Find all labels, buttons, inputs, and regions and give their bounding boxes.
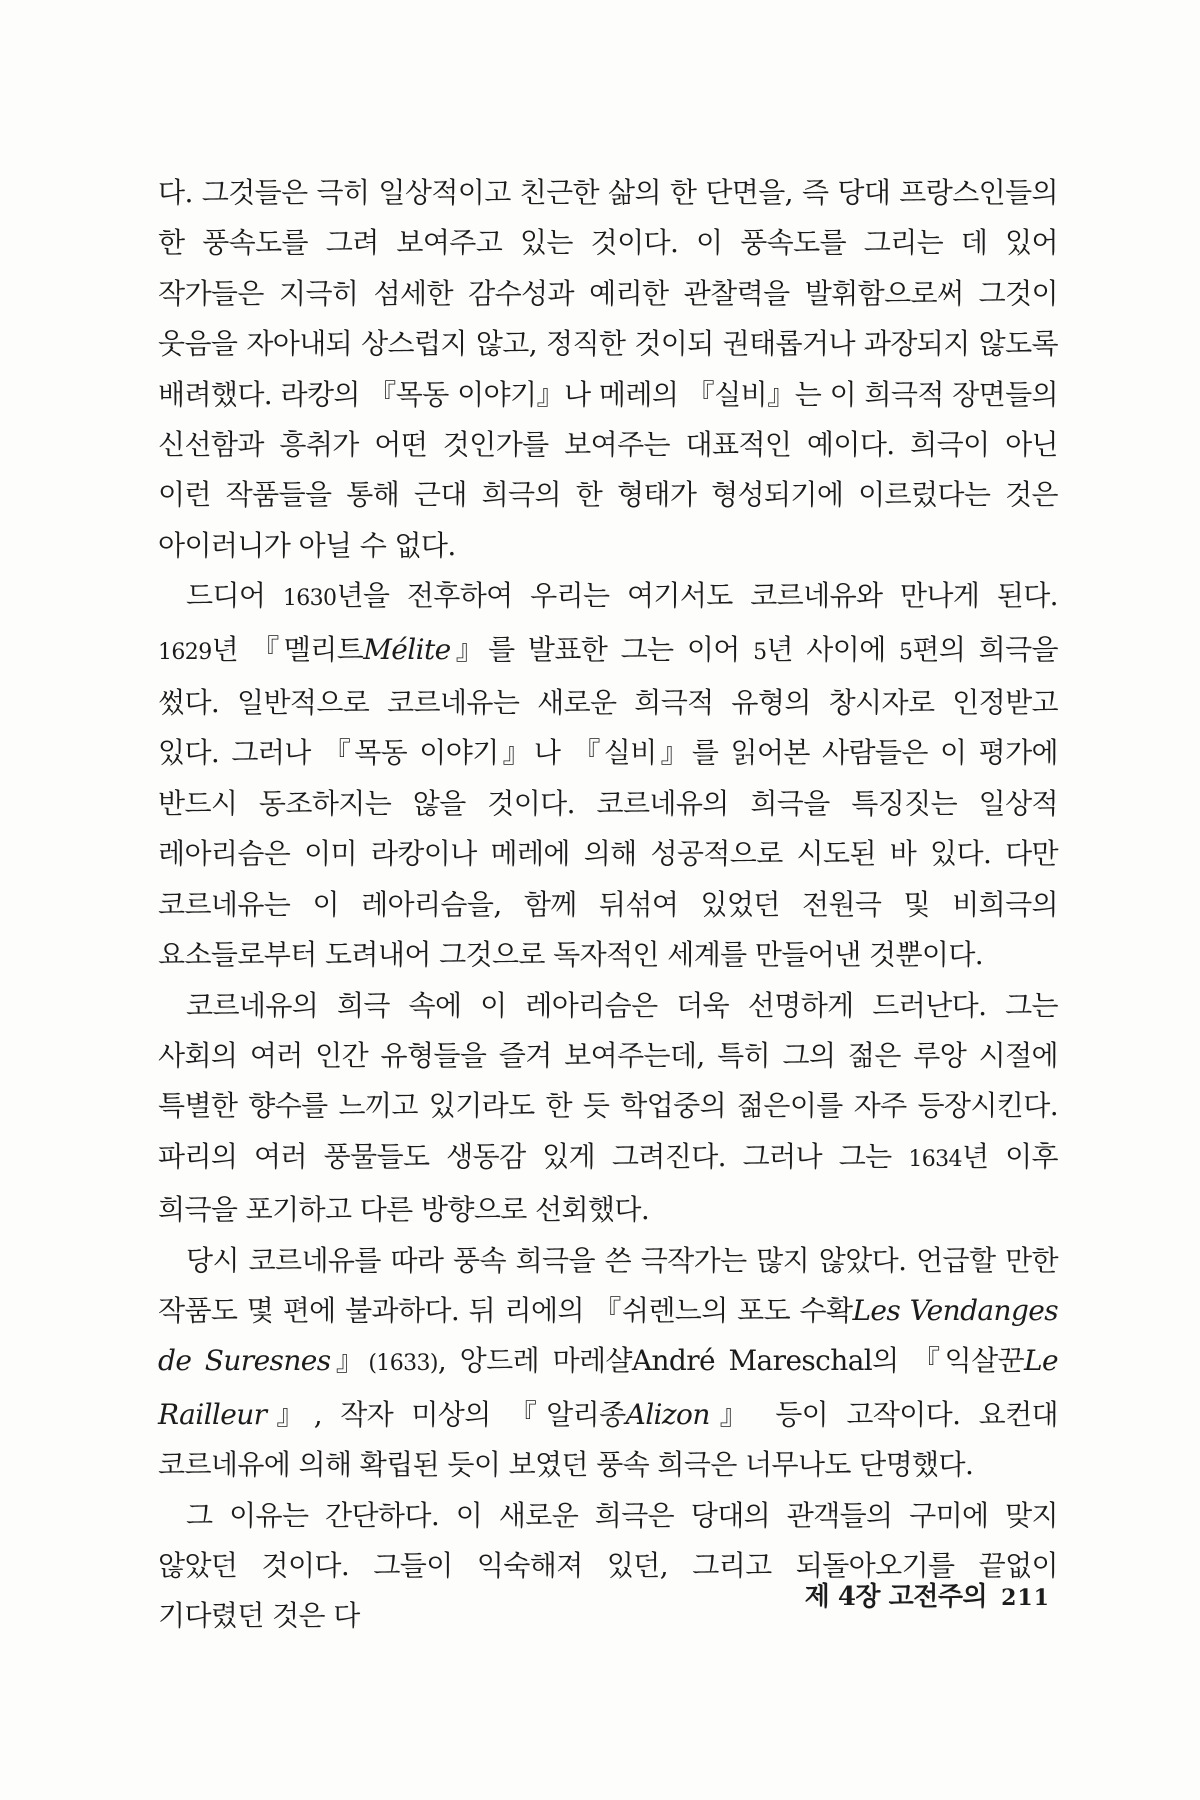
text-run: (1633) — [368, 1351, 438, 1377]
italic-title: Le Railleur — [158, 1344, 1058, 1431]
paragraph — [158, 981, 1058, 1236]
italic-title: Les Vendanges de Suresnes — [158, 1293, 1059, 1378]
text-run: 년을 전후하여 우리는 여기서도 코르네유와 만나게 된다. — [336, 579, 1058, 613]
body-text — [158, 168, 1058, 1642]
italic-title: Alizon — [625, 1397, 710, 1431]
text-run: 드디어 — [186, 579, 283, 613]
paragraph — [158, 571, 1058, 980]
text-run: 다. 그것들은 극히 일상적이고 친근한 삶의 한 단면을, 즉 당대 프랑스인들의 한 풍속도를 그려 보여주고 있는 것이다. 이 풍속도를 그리는 데 있어 작가들은 지극히 섬세한 감수성과 예리한 관찰력을 발휘함으로써 그것이 웃음을 자아내되 상스럽지 않고, 정직한 것이되 권태롭거나 과장되지 않도록 배려했다. 라캉의 『목동 이야기』나 메레의 『실비』는 이 희극적 장면들의 신선함과 흥취가 어떤 것인가를 보여주는 대표적인 예이다. 희극이 아닌 이런 작품들을 통해 근대 희극의 한 형태가 형성되기에 이르렀다는 것은 아이러니가 아닐 수 없다. — [158, 176, 1058, 562]
text-run: 편의 희극을 썼다. 일반적으로 코르네유는 새로운 희극적 유형의 창시자로 인정받고 있다. 그러나 『목동 이야기』나 『실비』를 읽어본 사람들은 이 평가에 반드시 동조하지는 않을 것이다. 코르네유의 희극을 특징짓는 일상적 레아리슴은 이미 라캉이나 메레에 의해 성공적으로 시도된 바 있다. 다만 코르네유는 이 레아리슴을, 함께 뒤섞여 있었던 전원극 및 비희극의 요소들로부터 도려내어 그것으로 독자적인 세계를 만들어낸 것뿐이다. — [158, 632, 1058, 972]
text-run: 년 이후 희극을 포기하고 다른 방향으로 선회했다. — [158, 1139, 1058, 1227]
running-footer — [790, 1576, 1050, 1613]
text-run: 당시 코르네유를 따라 풍속 희극을 쓴 극작가는 많지 않았다. 언급할 만한 작품도 몇 편에 불과하다. 뒤 리에의 『쉬렌느의 포도 수확 — [158, 1243, 1058, 1327]
text-run: 』 등이 고작이다. 요컨대 코르네유에 의해 확립된 듯이 보였던 풍속 희극은 너무나도 단명했다. — [158, 1397, 1058, 1482]
text-run: 그 이유는 간단하다. 이 새로운 희극은 당대의 관객들의 구미에 맞지 않았던 것이다. 그들이 익숙해져 있던, 그리고 되돌아오기를 끝없이 기다렸던 것은 다 — [158, 1498, 1058, 1633]
text-run: 1629 — [158, 639, 212, 665]
paragraph — [158, 1491, 1058, 1642]
text-run: 1634 — [908, 1146, 962, 1172]
paragraph — [158, 168, 1058, 571]
italic-title: Mélite — [363, 632, 451, 666]
text-run: 1630 — [282, 586, 337, 612]
page-number: 211 — [1001, 1585, 1050, 1611]
text-run: 』를 발표한 그는 이어 — [450, 632, 754, 666]
text-run: 5 — [753, 639, 767, 665]
text-run: , 앙드레 마레샬André Mareschal의 『익살꾼 — [437, 1344, 1025, 1378]
text-run: 코르네유의 희극 속에 이 레아리슴은 더욱 선명하게 드러난다. 그는 사회의 여러 인간 유형들을 즐겨 보여주는데, 특히 그의 젊은 루앙 시절에 특별한 향수를 느끼고 있기라도 한 듯 학업중의 젊은이를 자주 등장시킨다. 파리의 여러 풍물들도 생동감 있게 그려진다. 그러나 그는 — [158, 988, 1058, 1173]
text-run: 』, 작자 미상의 『알리종 — [266, 1397, 626, 1431]
chapter-title: 제 4장 고전주의 — [804, 1582, 988, 1612]
text-run: 년 사이에 — [766, 632, 899, 666]
paragraph — [158, 1236, 1058, 1491]
text-run: 』 — [330, 1344, 369, 1378]
text-run: 5 — [899, 639, 913, 665]
text-run: 년 『멜리트 — [211, 632, 364, 666]
